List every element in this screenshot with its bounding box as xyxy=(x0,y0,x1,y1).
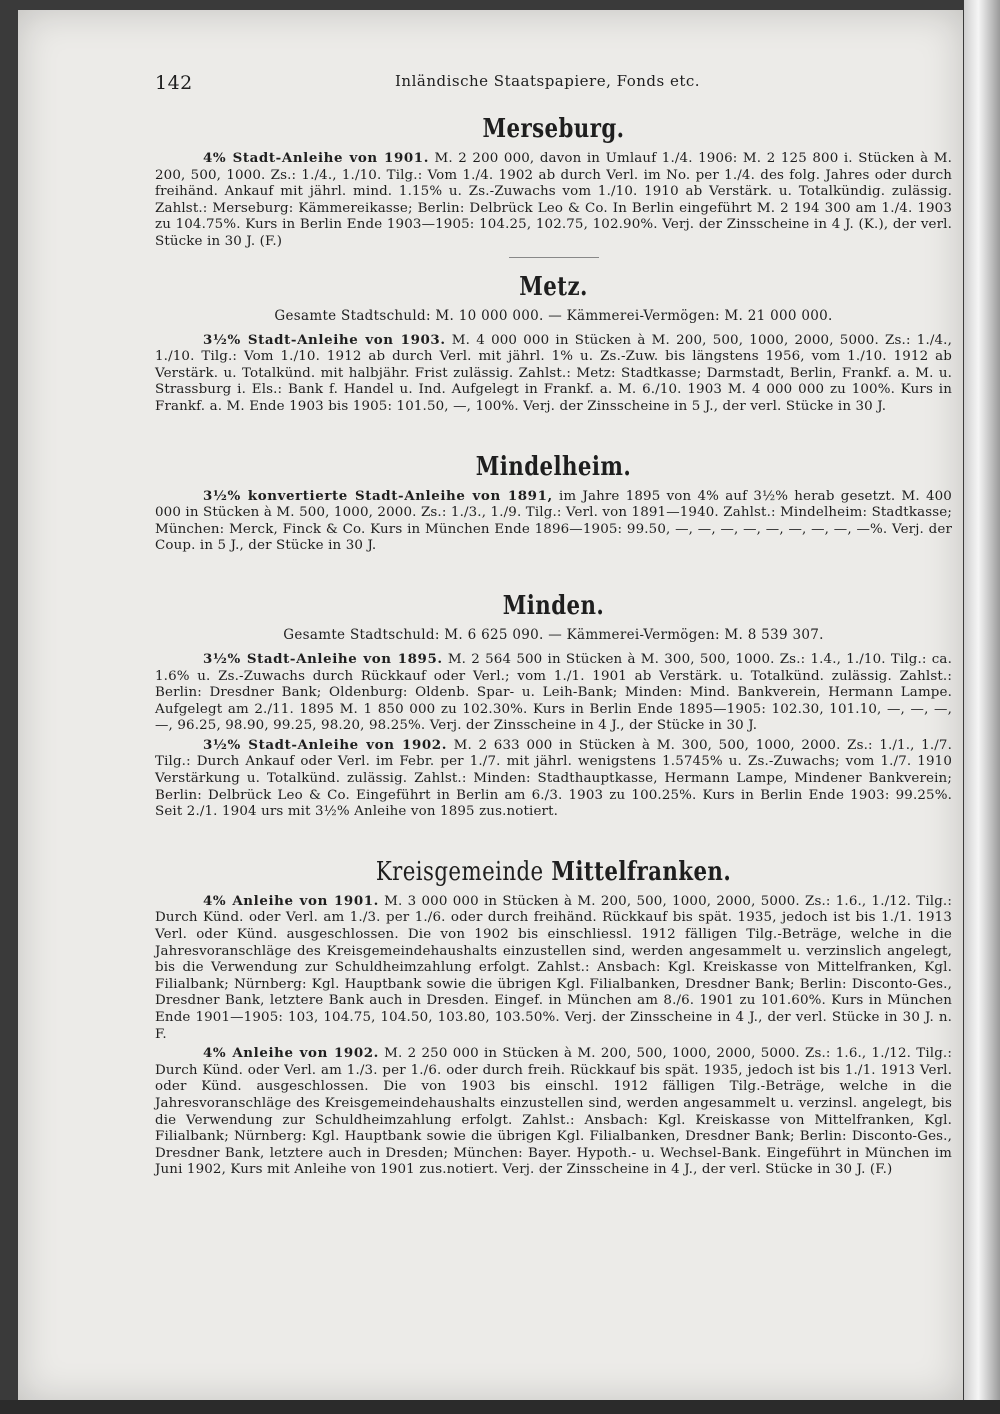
running-head xyxy=(155,68,952,104)
section-title-mittelfranken xyxy=(227,857,881,887)
entry-heading: 4% Stadt-Anleihe von 1901. xyxy=(203,150,429,166)
scan-bottom-edge xyxy=(0,1400,1000,1414)
entry-text: M. 2 564 500 in Stücken à M. 300, 500, 1000. Zs.: 1.4., 1./10. Tilg.: ca. 1.6% u. Zs.-Zuwachs durch Rückkauf oder Verl.; vom 1./1. 1901 ab Verstärk. u. Totalkünd. zulässig. Zahlst.: Berlin: Dresdner Bank; Oldenburg: Oldenb. Spar- u. Leih-Bank; Minden: Mind. Bankverein, Hermann Lampe. Aufgelegt am 2./11. 1895 M. 1 850 000 zu 102.30%. Kurs in Berlin Ende 1895—1905: 102.30, 101.10, —, —, —, —, 96.25, 98.90, 99.25, 98.20, 98.25%. Verj. der Zinsscheine in 4 J., der Stücke in 30 J. xyxy=(155,651,952,734)
entry-heading: 3½% Stadt-Anleihe von 1902. xyxy=(203,736,447,753)
page-number: 142 xyxy=(155,72,193,94)
entry-mittelfranken-1901 xyxy=(155,893,952,1043)
section-divider xyxy=(509,257,599,258)
city-debt-summary: Gesamte Stadtschuld: M. 10 000 000. — Kämmerei-Vermögen: M. 21 000 000. xyxy=(274,307,833,324)
section-title-minden: Minden. xyxy=(502,590,605,621)
entry-text: im Jahre 1895 von 4% auf 3½% herab gesetzt. M. 400 000 in Stücken à M. 500, 1000, 2000. Zs.: 1./3., 1./9. Tilg.: Verl. von 1891—1940. Zahlst.: Mindelheim: Stadtkasse; München: Merck, Finck & Co. Kurs in München Ende 1896—1905: 99.50, —, —, —, —, —, —, —, —, —%. Verj. der Coup. in 5 J., der Stücke in 30 J. xyxy=(155,488,952,554)
section-title-main: Mittelfranken. xyxy=(551,856,732,887)
section-title-metz: Metz. xyxy=(519,271,588,302)
entry-text: M. 2 200 000, davon in Umlauf 1./4. 1906: M. 2 125 800 i. Stücken à M. 200, 500, 1000. Zs.: 1./4., 1./10. Tilg.: Vom 1./4. 1902 ab durch Verl. im No. per 1./4. des folg. Jahres oder durch freihänd. Ankauf mit jährl. mind. 1.15% u. Zs.-Zuwachs vom 1./10. 1910 ab Verstärk. u. Totalkündig. zulässig. Zahlst.: Merseburg: Kämmereikasse; Berlin: Delbrück Leo & Co. In Berlin eingeführt M. 2 194 300 am 1./4. 1903 zu 104.75%. Kurs in Berlin Ende 1903—1905: 104.25, 102.75, 102.90%. Verj. der Zinsscheine in 4 J. (K.), der verl. Stücke in 30 J. (F.) xyxy=(155,151,952,249)
entry-mindelheim-1891 xyxy=(155,488,952,555)
entry-heading: 4% Anleihe von 1901. xyxy=(203,892,379,909)
entry-text: M. 2 633 000 in Stücken à M. 300, 500, 1000, 2000. Zs.: 1./1., 1./7. Tilg.: Durch Ankauf oder Verl. im Febr. per 1./7. mit jährl. wenigstens 1.5745% u. Zs.-Zuwachs; vom 1./7. 1910 Verstärkung u. Totalkünd. zulässig. Zahlst.: Minden: Stadthauptkasse, Hermann Lampe, Mindener Bankverein; Berlin: Delbrück Leo & Co. Eingeführt in Berlin am 6./3. 1903 zu 100.25%. Kurs in Berlin Ende 1903: 99.25%. Seit 2./1. 1904 urs mit 3½% Anleihe von 1895 zus.notiert. xyxy=(155,737,952,820)
scanned-page xyxy=(18,10,963,1402)
entry-mittelfranken-1902 xyxy=(155,1045,952,1179)
entry-text: M. 3 000 000 in Stücken à M. 200, 500, 1000, 2000, 5000. Zs.: 1.6., 1./12. Tilg.: Durch Künd. oder Verl. am 1./3. per 1./6. oder durch freihänd. Rückkauf bis spät. 1935, jedoch ist bis 1./1. 1913 Verl. oder Künd. ausgeschlossen. Die von 1902 bis einschliessl. 1912 fälligen Tilg.-Beträge, welche in die Jahresvoranschläge des Kreisgemeindehaushalts einzustellen sind, werden angesammelt u. verzinslich angelegt, bis die Verwendung zur Schuldheimzahlung erfolgt. Zahlst.: Ansbach: Kgl. Kreiskasse von Mittelfranken, Kgl. Filialbank; Nürnberg: Kgl. Hauptbank sowie die übrigen Kgl. Filialbanken, Dresdner Bank; Berlin: Disconto-Ges., Dresdner Bank, letztere Bank auch in Dresden. Eingef. in München am 8./6. 1901 zu 101.60%. Kurs in München Ende 1901—1905: 103, 104.75, 104.50, 103.80, 103.50%. Verj. der Zinsscheine in 4 J., der verl. Stücke in 30 J. n. F. xyxy=(155,893,952,1042)
section-title-merseburg: Merseburg. xyxy=(482,114,625,144)
entry-minden-1902 xyxy=(155,737,952,821)
section-title-mindelheim: Mindelheim. xyxy=(475,451,632,482)
running-title: Inländische Staatspapiere, Fonds etc. xyxy=(395,72,701,90)
entry-heading: 4% Anleihe von 1902. xyxy=(203,1045,379,1062)
entry-heading: 3½% Stadt-Anleihe von 1903. xyxy=(203,331,446,348)
entry-merseburg-1901 xyxy=(155,150,952,251)
entry-heading: 3½% konvertierte Stadt-Anleihe von 1891, xyxy=(203,487,553,504)
page-content xyxy=(155,68,952,1181)
entry-heading: 3½% Stadt-Anleihe von 1895. xyxy=(203,650,443,667)
entry-minden-1895 xyxy=(155,651,952,735)
entry-text: M. 4 000 000 in Stücken à M. 200, 500, 1000, 2000, 5000. Zs.: 1./4., 1./10. Tilg.: Vom 1./10. 1912 ab durch Verl. mit jährl. 1% u. Zs.-Zuw. bis längstens 1956, vom 1./10. 1912 ab Verstärk. u. Totalkünd. mit halbjähr. Frist zulässig. Zahlst.: Metz: Stadtkasse; Darmstadt, Berlin, Frankf. a. M. u. Strassburg i. Els.: Bank f. Handel u. Ind. Aufgelegt in Frankf. a. M. 6./10. 1903 M. 4 000 000 zu 100%. Kurs in Frankf. a. M. Ende 1903 bis 1905: 101.50, —, 100%. Verj. der Zinsscheine in 5 J., der verl. Stücke in 30 J. xyxy=(155,332,952,414)
scan-right-edge xyxy=(964,0,1000,1414)
entry-metz-1903 xyxy=(155,332,952,416)
city-debt-summary: Gesamte Stadtschuld: M. 6 625 090. — Kämmerei-Vermögen: M. 8 539 307. xyxy=(283,626,824,643)
section-title-prefix: Kreisgemeinde xyxy=(375,856,544,887)
entry-text: M. 2 250 000 in Stücken à M. 200, 500, 1000, 2000, 5000. Zs.: 1.6., 1./12. Tilg.: Durch Künd. oder Verl. am 1./3. per 1./6. oder durch freih. Rückkauf bis spät. 1935, jedoch ist bis 1./1. 1913 Verl. oder Künd. ausgeschlossen. Die von 1903 bis einschl. 1912 fälligen Tilg.-Beträge, welche in die Jahresvoranschläge des Kreisgemeindehaushalts einzustellen sind, werden angesammelt u. verzinsl. angelegt, bis die Verwendung zur Schuldheimzahlung erfolgt. Zahlst.: Ansbach: Kgl. Kreiskasse von Mittelfranken, Kgl. Filialbank; Nürnberg: Kgl. Hauptbank sowie die übrigen Kgl. Filialbanken, Dresdner Bank; Berlin: Disconto-Ges., Dresdner Bank, letztere auch in Dresden; München: Bayer. Hypoth.- u. Wechsel-Bank. Eingeführt in München im Juni 1902, Kurs mit Anleihe von 1901 zus.notiert. Verj. der Zinsscheine in 4 J., der verl. Stücke in 30 J. (F.) xyxy=(155,1046,952,1178)
